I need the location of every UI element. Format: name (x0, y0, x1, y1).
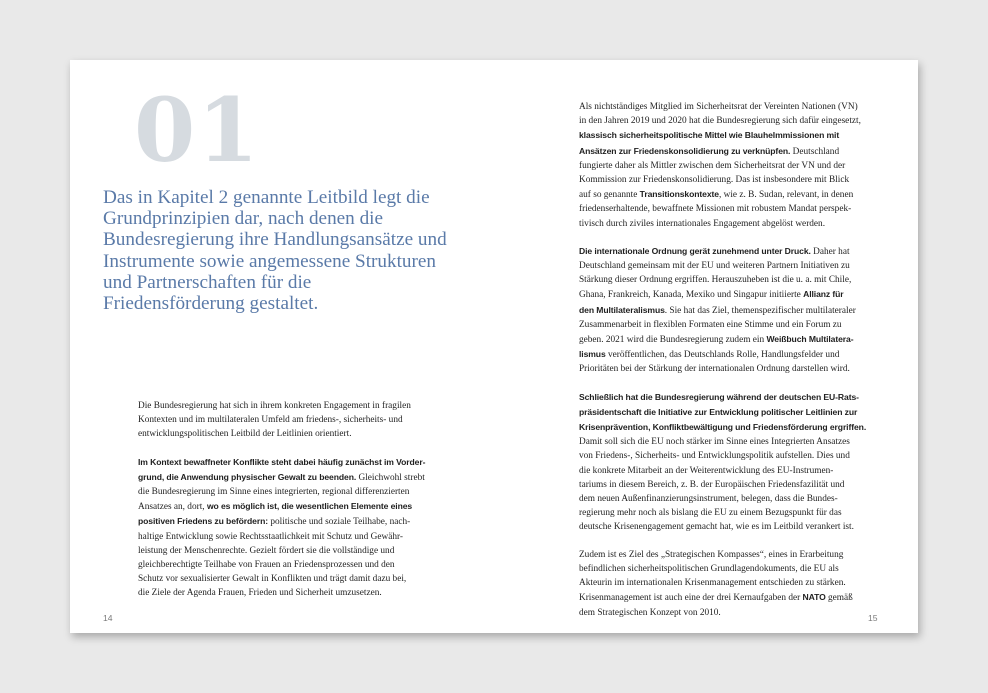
bold-run: Weißbuch Multilatera- (766, 334, 854, 345)
text-run: Stärkung dieser Ordnung ergriffen. Herauszuheben ist die u. a. mit Chile, (579, 275, 852, 286)
bold-run: grund, die Anwendung physischer Gewalt zu beenden. (138, 471, 357, 482)
text-run: Akteurin im internationalen Krisenmanagement entschieden zu stärken. (579, 578, 846, 589)
text-run: tivisch durch ziviles internationales Engagement abgelöst werden. (579, 218, 826, 229)
text-line (579, 187, 893, 202)
text-run: geben. 2021 wird die Bundesregierung zudem ein (579, 335, 767, 346)
paragraph (579, 548, 893, 620)
bold-run: Im Kontext bewaffneter Konflikte steht dabei häufig zunächst im Vorder- (138, 456, 426, 467)
bold-run: den Multilateralismus (579, 304, 665, 315)
text-line (138, 558, 444, 572)
page-number: 15 (868, 613, 878, 623)
bold-run: Allianz für (803, 289, 844, 300)
bold-run: Schließlich hat die Bundesregierung während der deutschen EU-Rats- (579, 391, 859, 402)
text-run: Ghana, Frankreich, Kanada, Mexiko und Singapur initiierte (579, 290, 804, 301)
text-line (579, 332, 893, 347)
text-line (579, 100, 893, 114)
book-spread (70, 60, 918, 633)
text-line (138, 514, 444, 529)
text-run: politische und soziale Teilhabe, nach- (268, 517, 411, 528)
text-line (579, 362, 893, 376)
text-run: Ansatzes an, dort, (138, 502, 207, 513)
text-run: entwicklungspolitischen Leitbild der Leitlinien orientiert. (138, 429, 352, 440)
text-line (579, 478, 893, 492)
text-line (579, 390, 893, 405)
text-line (579, 114, 893, 128)
text-line (579, 144, 893, 159)
text-run: regierung mehr noch als bislang die EU zu einem Bezugspunkt für das (579, 508, 842, 519)
text-line (138, 572, 444, 586)
bold-run: Krisenprävention, Konfliktbewältigung und Friedensförderung ergriffen. (579, 422, 867, 433)
bold-run: Die internationale Ordnung gerät zunehmend unter Druck. (579, 245, 811, 256)
text-run: Zusammenarbeit in flexiblen Formaten eine Stimme und ein Forum zu (579, 319, 842, 330)
text-run: auf so genannte (579, 190, 640, 201)
right-page (494, 60, 918, 633)
paragraph (138, 455, 444, 601)
text-line (579, 464, 893, 478)
text-line (138, 470, 444, 485)
text-line (138, 586, 444, 600)
text-line (579, 435, 893, 449)
text-line (138, 499, 444, 514)
bold-run: Transitionskontexte (639, 189, 719, 200)
left-page (70, 60, 494, 633)
text-run: veröffentlichen, das Deutschlands Rolle, Handlungsfelder und (605, 350, 840, 361)
bold-run: wo es möglich ist, die wesentlichen Elemente eines (206, 501, 413, 512)
text-line (579, 303, 893, 318)
text-line (579, 548, 893, 562)
text-run: dem Strategischen Konzept von 2010. (579, 607, 721, 618)
body-text (138, 399, 444, 614)
bold-run: positiven Friedens zu befördern: (138, 516, 269, 527)
text-line (579, 287, 893, 302)
chapter-number: 01 (134, 78, 261, 182)
text-run: Die Bundesregierung hat sich in ihrem konkreten Engagement in fragilen (138, 401, 411, 411)
text-line (138, 485, 444, 499)
text-run: Damit soll sich die EU noch stärker im Sinne eines Integrierten Ansatzes (579, 437, 850, 448)
text-run: , wie z. B. Sudan, relevant, in denen (718, 190, 854, 201)
text-line (579, 506, 893, 520)
text-line (579, 576, 893, 590)
text-line (579, 405, 893, 420)
text-line (579, 562, 893, 576)
bold-run: NATO (802, 592, 826, 603)
text-line (579, 449, 893, 463)
bold-run: lismus (579, 349, 606, 360)
text-line (579, 244, 893, 259)
text-line (579, 259, 893, 273)
text-line (579, 590, 893, 605)
text-run: Kontexten und im multilateralen Umfeld am friedens-, sicherheits- und (138, 415, 403, 426)
text-run: befindlichen sicherheitspolitischen Grundlagendokuments, die EU als (579, 563, 839, 574)
lead-text: Das in Kapitel 2 genannte Leitbild legt die Grundprinzipien dar, nach denen die Bundesregierung ihre Handlungsansätze und Instrumente sowie angemessene Strukturen und Partnerschaften für die Friedensförderung gestaltet. (103, 187, 447, 315)
text-line (579, 420, 893, 435)
text-line (579, 159, 893, 173)
text-run: Schutz vor sexualisierter Gewalt in Konflikten und trägt damit dazu bei, (138, 574, 407, 585)
text-run: Krisenmanagement ist auch eine der drei Kernaufgaben der (579, 593, 803, 604)
text-line (579, 347, 893, 362)
text-run: Zudem ist es Ziel des „Strategischen Kompasses“, eines in Erarbeitung (579, 549, 844, 560)
text-line (579, 492, 893, 506)
text-line (138, 455, 444, 470)
text-run: haltige Entwicklung sowie Rechtsstaatlichkeit mit Schutz und Gewähr- (138, 531, 403, 542)
text-line (138, 530, 444, 544)
text-run: in den Jahren 2019 und 2020 hat die Bundesregierung sich dafür eingesetzt, (579, 116, 861, 127)
text-run: gleichberechtigte Teilhabe von Frauen an Friedensprozessen und den (138, 560, 395, 571)
text-run: leistung der Menschenrechte. Gezielt fördert sie die vollständige und (138, 545, 395, 556)
bold-run: Ansätzen zur Friedenskonsolidierung zu verknüpfen. (579, 145, 791, 156)
text-line (579, 128, 893, 143)
text-line (579, 520, 893, 534)
text-line (579, 318, 893, 332)
text-run: von Friedens-, Sicherheits- und Entwicklungspolitik aufstellen. Dies und (579, 451, 850, 462)
text-line (579, 217, 893, 231)
text-run: Als nichtständiges Mitglied im Sicherheitsrat der Vereinten Nationen (VN) (579, 102, 858, 112)
bold-run: klassisch sicherheitspolitische Mittel wie Blauhelmmissionen mit (579, 130, 840, 141)
text-line (138, 427, 444, 441)
text-run: deutsche Krisenengagement gemacht hat, wie es im Leitbild verankert ist. (579, 522, 854, 533)
page-number: 14 (103, 613, 113, 623)
text-run: Deutschland (790, 146, 840, 157)
text-line (579, 202, 893, 216)
bold-run: präsidentschaft die Initiative zur Entwicklung politischer Leitlinien zur (579, 406, 858, 417)
text-run: die konkrete Mitarbeit an der Weiterentwicklung des EU-Instrumen- (579, 465, 834, 476)
text-line (579, 606, 893, 620)
text-run: die Ziele der Agenda Frauen, Frieden und Sicherheit umzusetzen. (138, 588, 382, 599)
text-run: Gleichwohl strebt (356, 472, 425, 483)
text-run: Kommission zur Friedenskonsolidierung. Das ist insbesondere mit Blick (579, 175, 850, 186)
paragraph (579, 100, 893, 231)
text-run: fungierte daher als Mittler zwischen dem Sicherheitsrat der VN und der (579, 160, 846, 171)
paragraph (579, 390, 893, 535)
text-line (138, 544, 444, 558)
text-run: . Sie hat das Ziel, themenspezifischer multilateraler (664, 305, 856, 316)
text-run: Deutschland gemeinsam mit der EU und weiteren Partnern Initiativen zu (579, 261, 850, 272)
paragraph (138, 399, 444, 442)
text-line (579, 173, 893, 187)
text-run: Prioritäten bei der Stärkung der internationalen Ordnung darstellen wird. (579, 364, 850, 375)
paragraph (579, 244, 893, 377)
text-run: dem neuen Außenfinanzierungsinstrument, belegen, dass die Bundes- (579, 494, 838, 505)
body-text (579, 100, 893, 633)
text-line (138, 399, 444, 413)
text-run: gemäß (825, 593, 853, 604)
text-line (579, 273, 893, 287)
text-run: die Bundesregierung im Sinne eines integrierten, regional differenzierten (138, 487, 410, 498)
text-line (138, 413, 444, 427)
text-run: tariums in diesem Bereich, z. B. der Europäischen Friedensfazilität und (579, 479, 845, 490)
text-run: Daher hat (810, 246, 850, 257)
text-run: friedenserhaltende, bewaffnete Missionen mit robustem Mandat perspek- (579, 204, 852, 215)
